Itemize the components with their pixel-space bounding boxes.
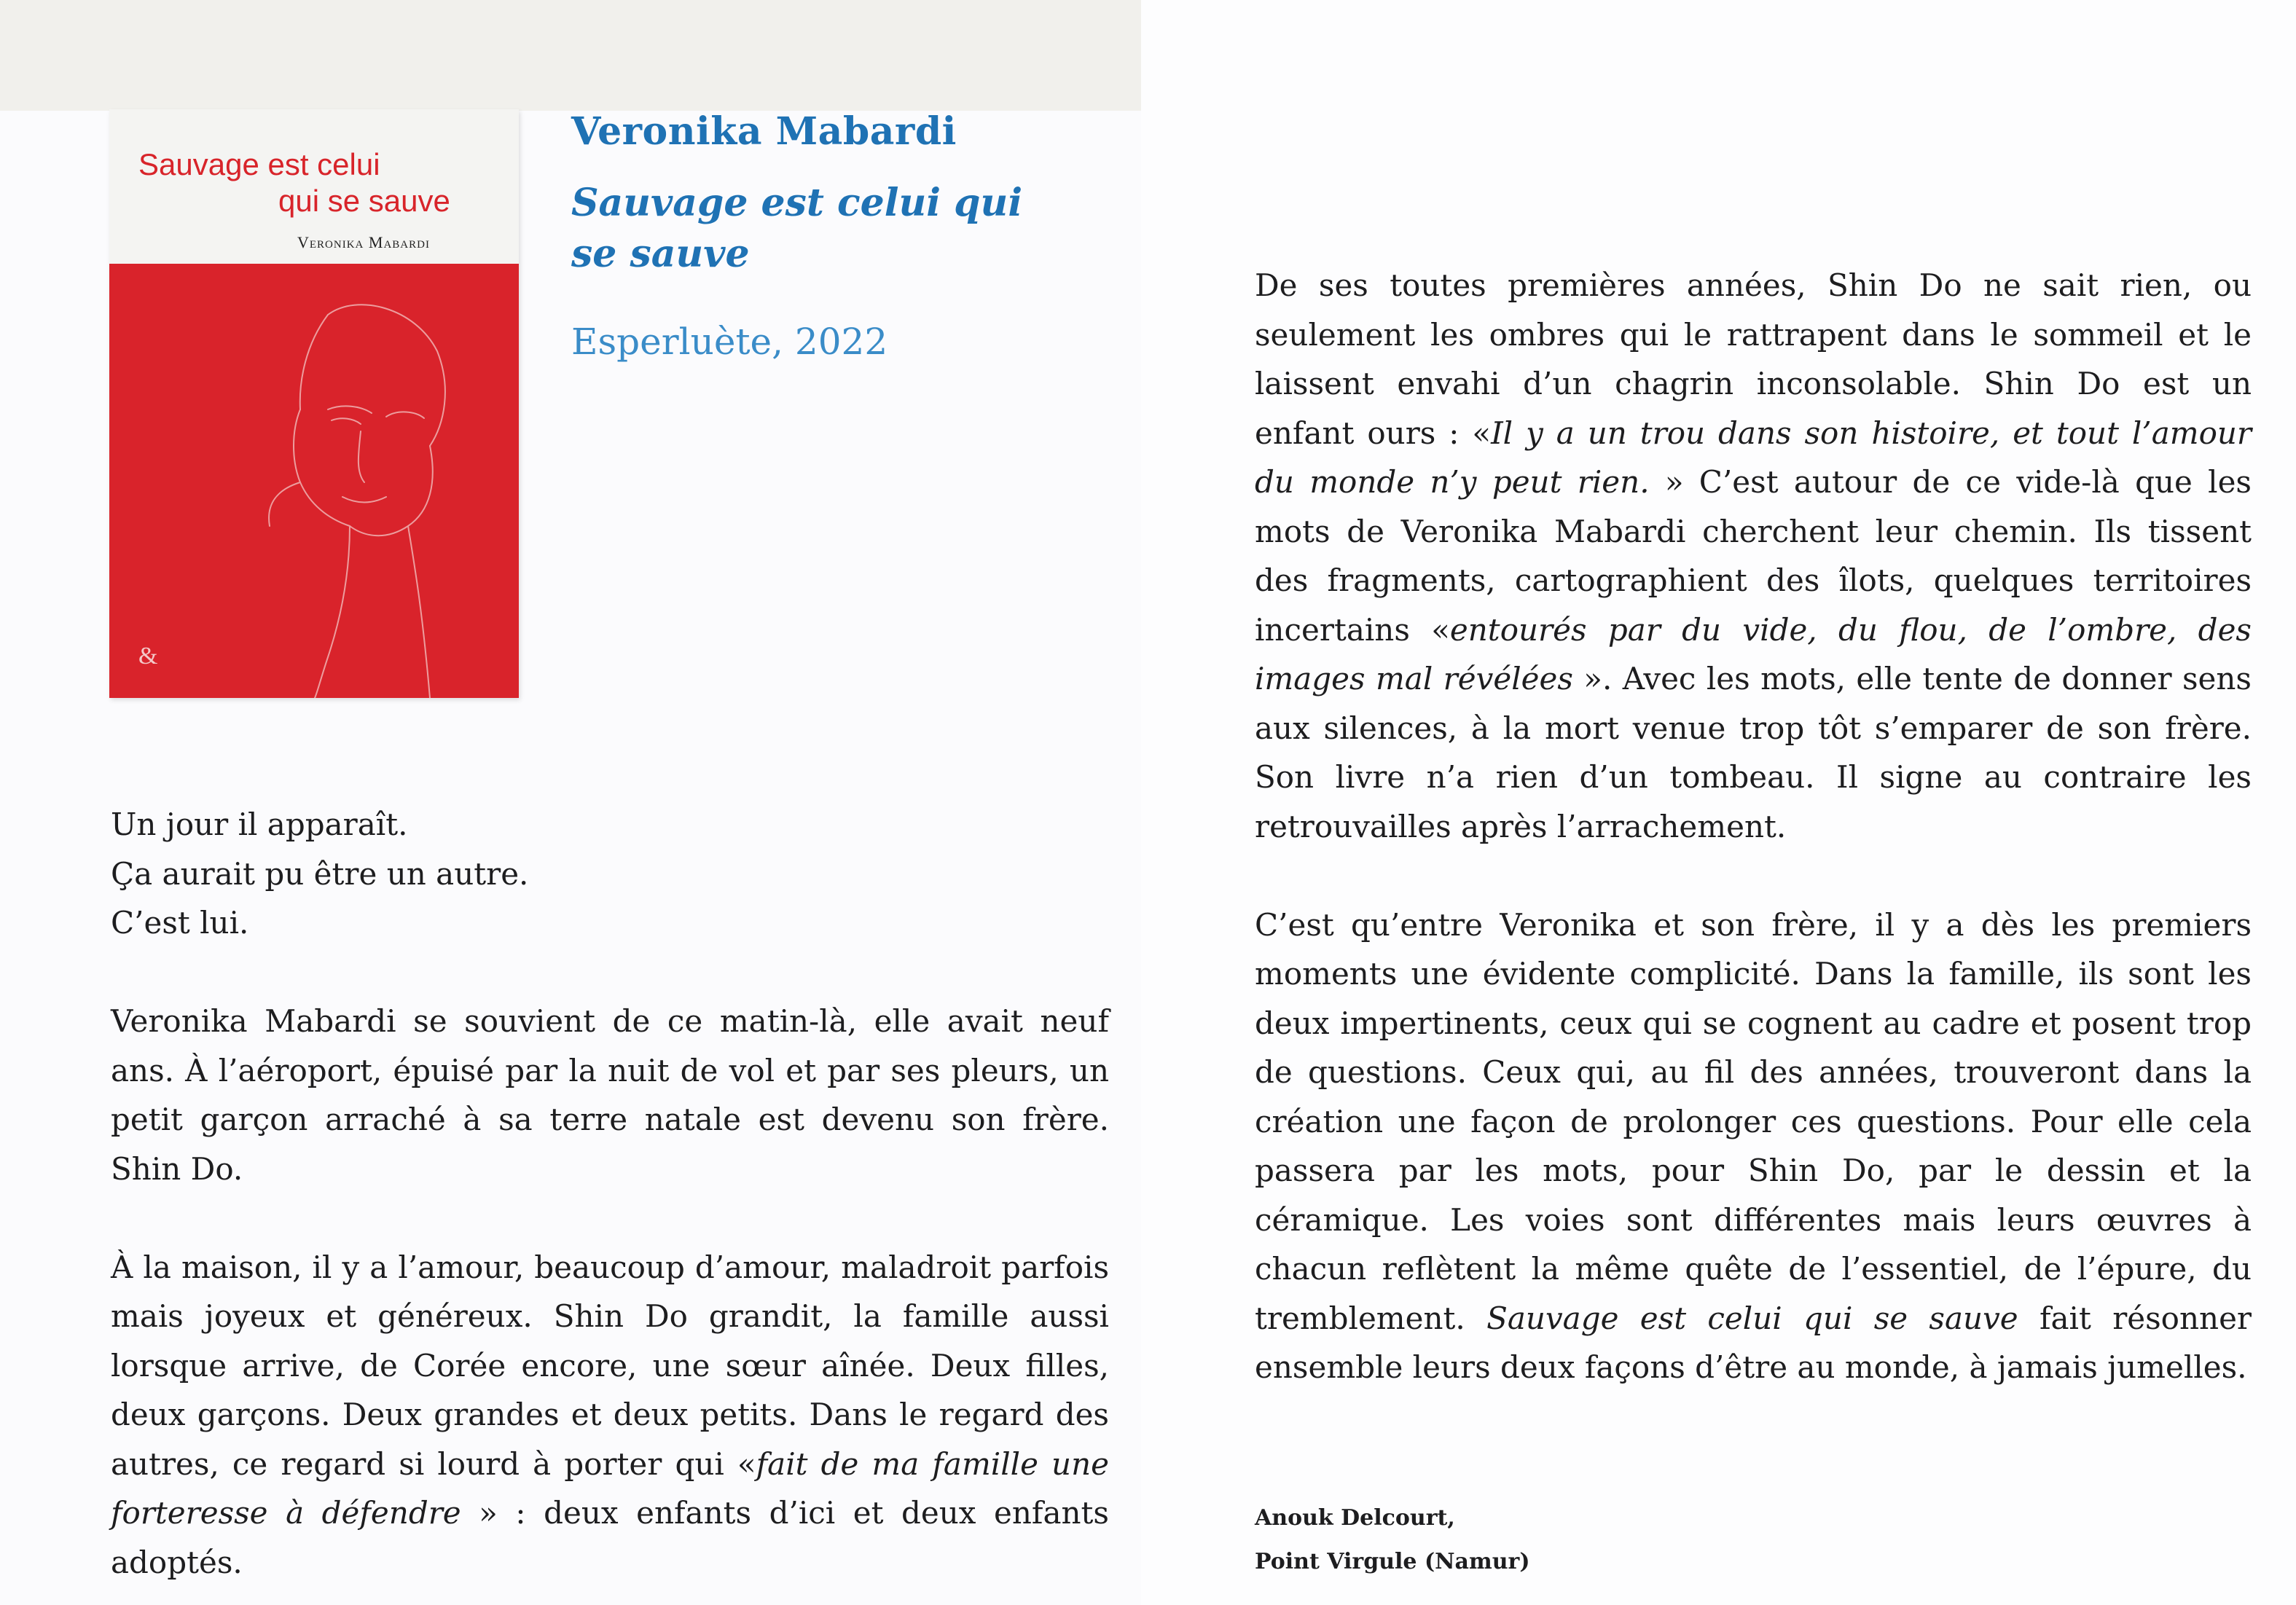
inline-book-title: Sauvage est celui qui se sauve	[1486, 1300, 2018, 1336]
poem-line-2: Ça aurait pu être un autre.	[111, 855, 529, 892]
top-margin-band	[0, 0, 1141, 111]
review-signature	[1255, 1496, 1530, 1584]
publisher-year: Esperluète, 2022	[571, 321, 888, 363]
book-title-heading: Sauvage est celui qui se sauve	[571, 181, 1023, 276]
cover-red-panel	[109, 264, 519, 698]
book-cover-image	[109, 109, 519, 698]
inline-quote: fait de ma famille une forteresse à défendre	[111, 1445, 1109, 1531]
cover-line-drawing	[109, 264, 519, 698]
paragraph-text: C’est qu’entre Veronika et son frère, il y a dès les premiers moments une évidente complicité. Dans la famille, ils sont les deux impertinents, ceux qui se cognent au cadre et posent trop de questions. Ceux qui, au fil des années, trouveront dans la création une façon de prolonger ces questions. Pour elle cela passera par les mots, pour Shin Do, par le dessin et la céramique. Les voies sont différentes mais leurs œuvres à chacun reflètent la même quête de l’essentiel, de l’épure, du tremblement.	[1255, 906, 2252, 1336]
book-author-heading: Veronika Mabardi	[571, 109, 957, 154]
paragraph-early-years	[1255, 261, 2252, 851]
paragraph-text: fait résonner ensemble leurs deux façons d’être au monde, à jamais jumelles.	[1255, 1300, 2252, 1385]
inline-quote: entourés par du vide, du flou, de l’ombre, des images mal révélées	[1255, 611, 2252, 696]
paragraph-family	[111, 1243, 1109, 1588]
publisher-logo: &	[138, 643, 158, 670]
paragraph-text: À la maison, il y a l’amour, beaucoup d’amour, maladroit parfois mais joyeux et généreux. Shin Do grandit, la famille aussi lorsque arrive, de Corée encore, une sœur aînée. Deux filles, deux garçons. Deux grandes et deux petits. Dans le regard des autres, ce regard si lourd à porter qui «	[111, 1249, 1109, 1482]
paragraph-text: ». Avec les mots, elle tente de donner sens aux silences, à la mort venue trop tôt s’emparer de son frère. Son livre n’a rien d’un tombeau. Il signe au contraire les retrouvailles après l’arrachement.	[1255, 661, 2252, 844]
poem-line-1: Un jour il apparaît.	[111, 807, 408, 842]
paragraph-airport: Veronika Mabardi se souvient de ce matin-là, elle avait neuf ans. À l’aéroport, épuisé par la nuit de vol et par ses pleurs, un petit garçon arraché à sa terre natale est devenu son frère. Shin Do.	[111, 1003, 1109, 1187]
paragraph-complicity	[1255, 900, 2252, 1392]
paragraph-text: De ses toutes premières années, Shin Do ne sait rien, ou seulement les ombres qui le rattrapent dans le sommeil et le laissent envahi d’un chagrin inconsolable. Shin Do est un enfant ours : «	[1255, 267, 2252, 451]
reviewer-name: Anouk Delcourt,	[1255, 1505, 1455, 1531]
poem-line-3: C’est lui.	[111, 905, 249, 941]
cover-title-line-2: qui se sauve	[278, 184, 450, 218]
cover-title-area	[109, 109, 519, 264]
cover-author: Veronika Mabardi	[297, 233, 430, 251]
bookshop-name: Point Virgule (Namur)	[1255, 1549, 1530, 1574]
paragraph-text: » : deux enfants d’ici et deux enfants adoptés.	[111, 1495, 1109, 1580]
inline-quote: Il y a un trou dans son histoire, et tout l’amour du monde n’y peut rien.	[1255, 415, 2252, 500]
review-left-column	[111, 800, 1109, 1587]
review-right-column	[1255, 261, 2252, 1392]
paragraph-text: » C’est autour de ce vide-là que les mots de Veronika Mabardi cherchent leur chemin. Ils tissent des fragments, cartographient des îlots, quelques territoires incertains «	[1255, 464, 2252, 648]
opening-poem	[111, 800, 1109, 948]
cover-title-line-1: Sauvage est celui	[138, 147, 380, 181]
